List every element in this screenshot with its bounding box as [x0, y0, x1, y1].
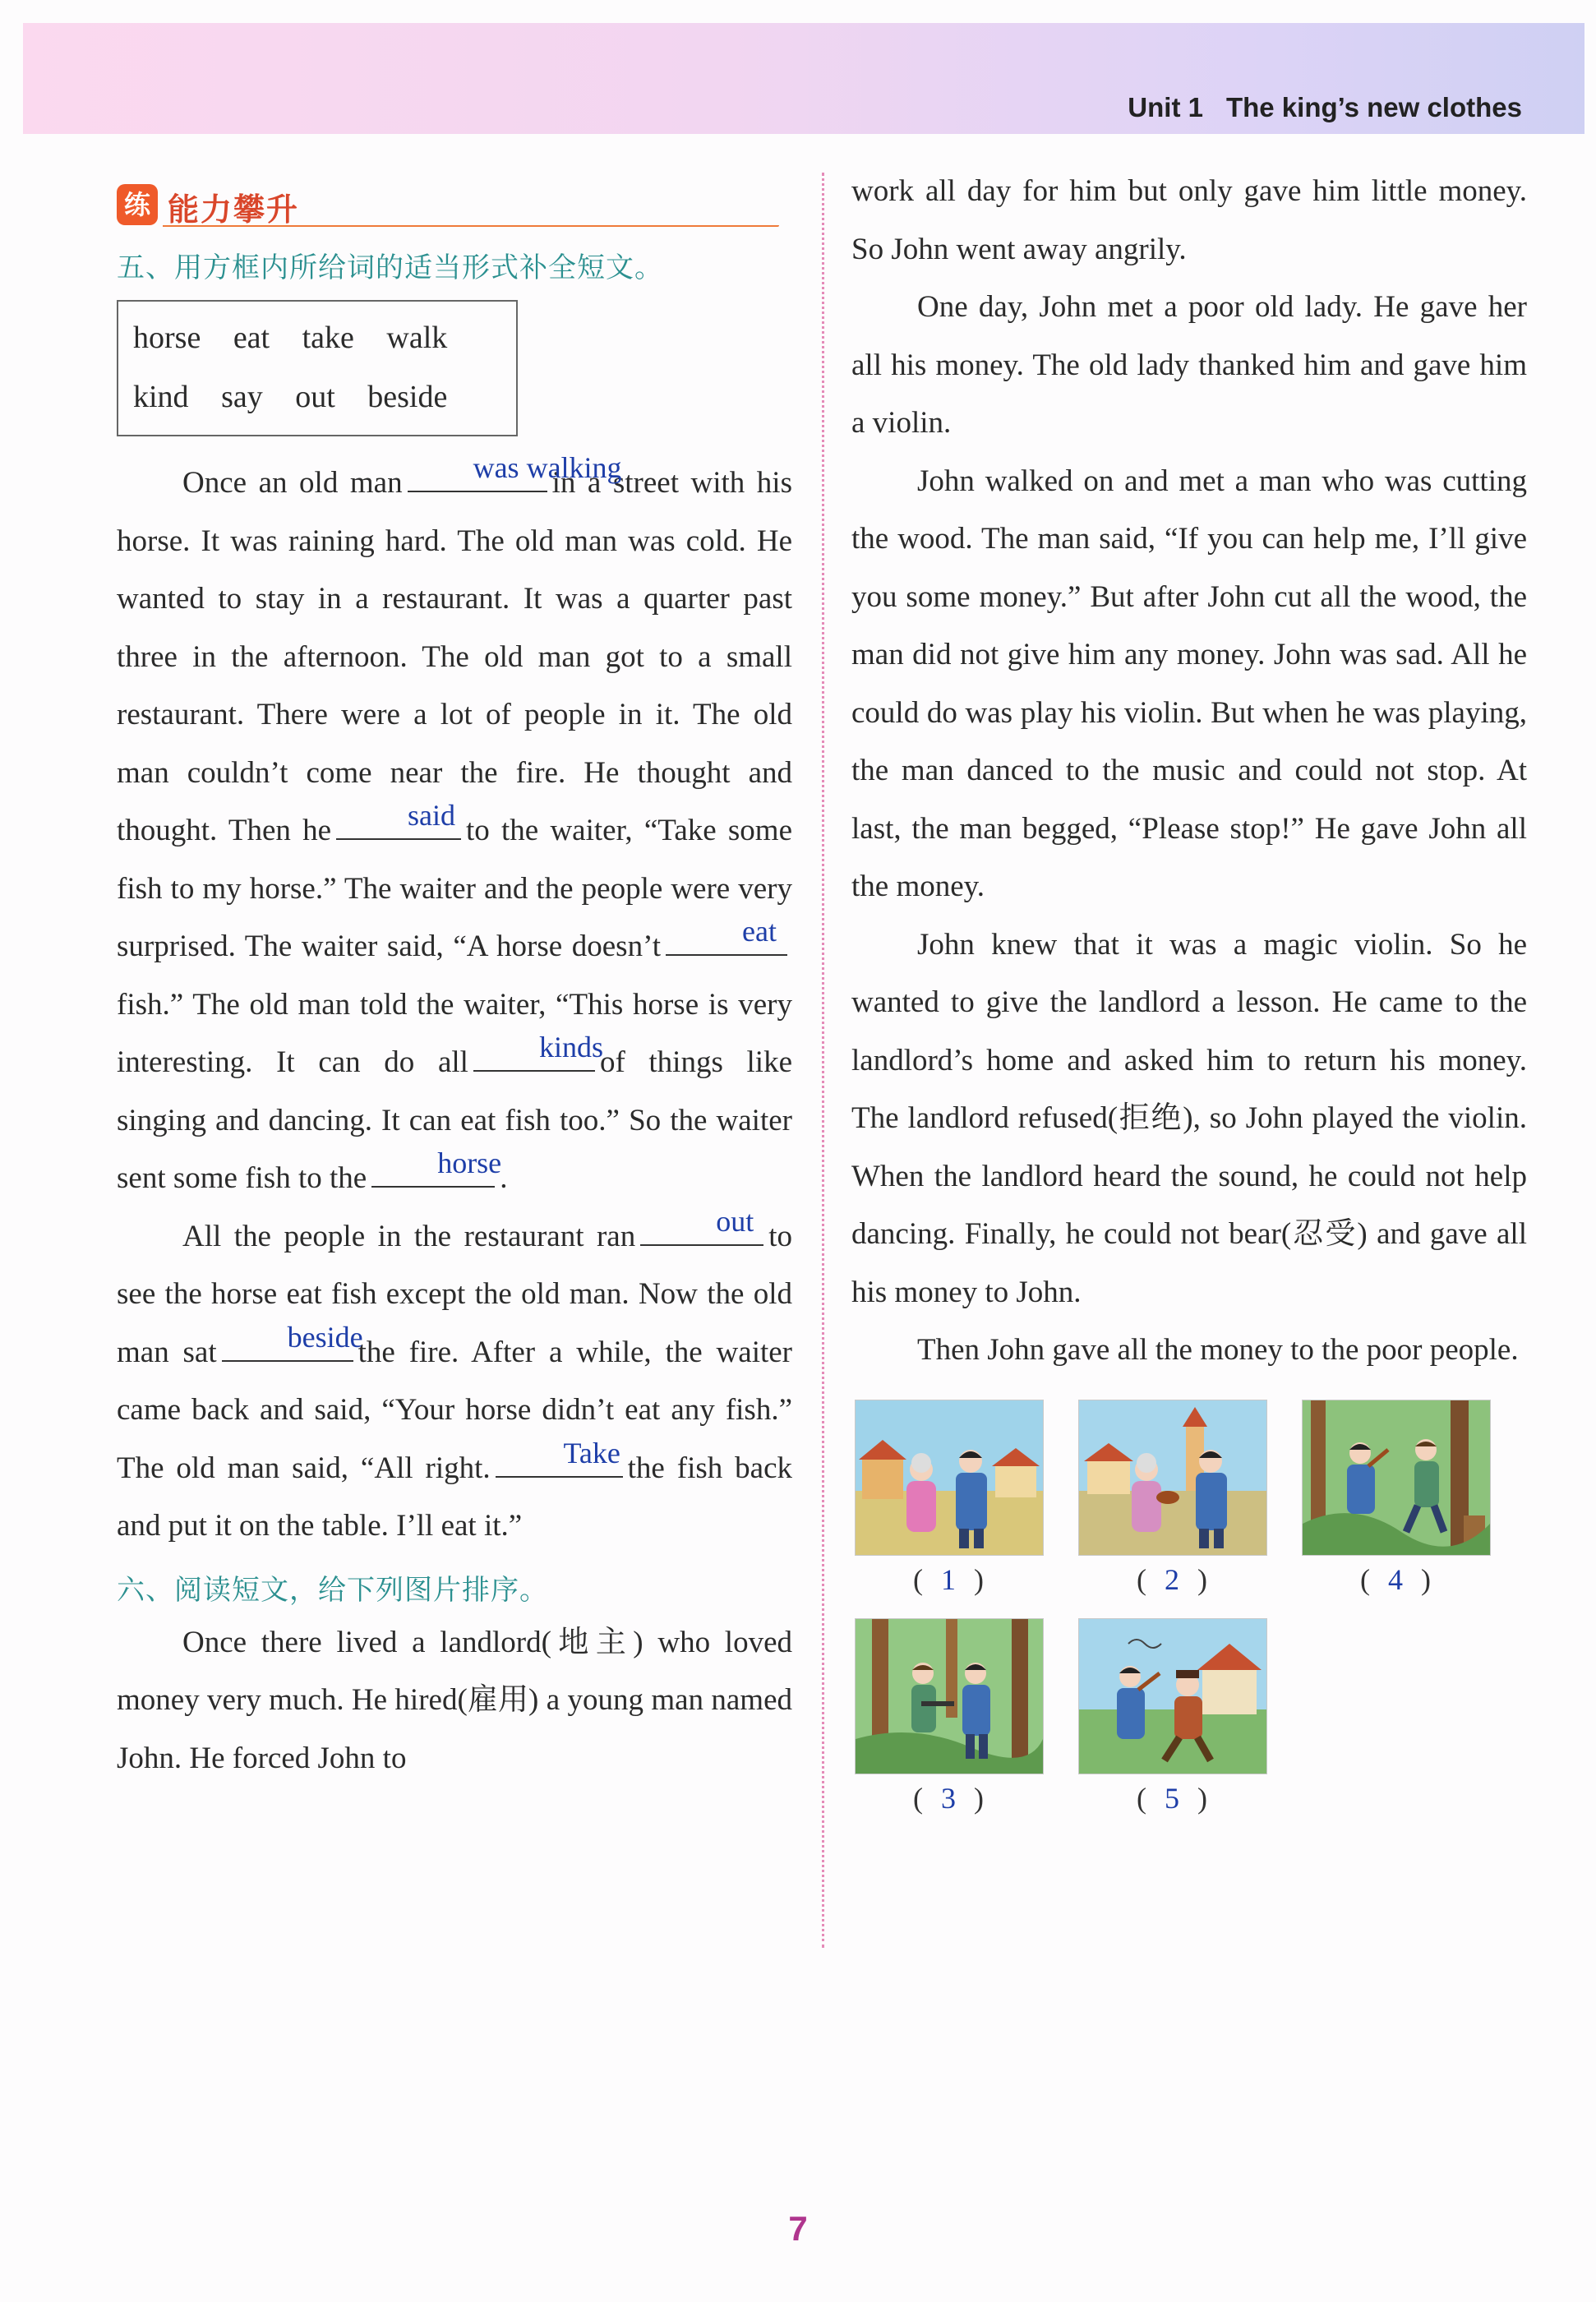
picture-5-order[interactable]: 5: [1165, 1781, 1179, 1815]
picture-3-label: [1302, 1562, 1489, 1597]
word: walk: [386, 321, 448, 355]
scene-woods-man-dancing-illustration: [1303, 1400, 1490, 1555]
text: in a street with his horse. It was raining hard. The old man was cold. He wanted to stay in a restaurant. It was a quarter past three in the afternoon. The old man got to a small restaurant. There were a lot of people in it. The old man couldn’t come near the fire. He thought and thought. Then he: [117, 466, 792, 847]
practice-icon: 练: [117, 184, 158, 225]
answer-text: horse: [437, 1146, 502, 1179]
word: kind: [133, 380, 189, 414]
answer-blank-7[interactable]: [222, 1320, 363, 1362]
right-column: [851, 163, 1527, 1843]
answer-text: beside: [287, 1320, 363, 1354]
answer-blank-4[interactable]: [473, 1031, 603, 1072]
text: All the people in the restaurant ran: [182, 1219, 636, 1253]
answer-text: said: [408, 799, 456, 832]
exercise6-title: 六、阅读短文，给下列图片排序。: [117, 1573, 548, 1607]
word: beside: [367, 380, 448, 414]
left-column: [117, 173, 792, 1788]
picture-3: [1302, 1400, 1491, 1556]
exercise5-paragraph-2: [117, 1204, 792, 1556]
exercise6-paragraph-5: Then John gave all the money to the poor people.: [917, 1333, 1519, 1367]
answer-text: was walking: [473, 451, 622, 484]
word: horse: [133, 321, 201, 355]
exercise6-paragraph-4: John knew that it was a magic violin. So he wanted to give the landlord a lesson. He came to the landlord’s home and asked him to return his money. The landlord refused(拒绝), so John played the violin. When the landlord heard the sound, he could not help dancing. Finally, he could not bear(忍受) and gave all his money to John.: [851, 927, 1527, 1309]
answer-text: kinds: [538, 1031, 603, 1063]
paren-close: ): [1197, 1781, 1207, 1815]
word-row-2: [133, 367, 501, 427]
paren-open: (: [1137, 1562, 1146, 1596]
text: to see the horse eat fish except the old man. Now the old man sat: [117, 1219, 792, 1369]
banner-underline: [163, 225, 779, 227]
picture-5: [1078, 1618, 1267, 1774]
text: the fish back and put it on the table. I’ll eat it.”: [117, 1451, 792, 1543]
text: .: [500, 1161, 508, 1195]
picture-2: [1078, 1400, 1267, 1556]
exercise6-paragraph-3: John walked on and met a man who was cutting the wood. The man said, “If you can help me, I’ll give you some money.” But after John cut all the wood, the man did not give him any money. John was sad. All he could do was play his violin. But when he was playing, the man danced to the music and could not stop. At last, the man begged, “Please stop!” He gave John all the money.: [851, 464, 1527, 903]
answer-blank-8[interactable]: [496, 1436, 623, 1478]
text: Once an old man: [182, 466, 403, 500]
answer-blank-5[interactable]: [371, 1146, 502, 1188]
picture-2-label: [1078, 1562, 1266, 1597]
scene-woodcutter-illustration: [856, 1619, 1043, 1774]
picture-1-label: [855, 1562, 1042, 1597]
picture-5-label: [1078, 1781, 1266, 1815]
word: take: [302, 321, 354, 355]
exercise6-paragraph-1-start: Once there lived a landlord(地主) who loved money very much. He hired(雇用) a young man named John. He forced John to: [117, 1625, 792, 1775]
ability-banner: [117, 178, 792, 228]
unit-title: [1128, 92, 1522, 123]
picture-1: [855, 1400, 1044, 1556]
scene-landlord-dancing-illustration: [1079, 1619, 1266, 1774]
picture-1-order[interactable]: 1: [941, 1562, 956, 1596]
exercise5-title: 五、用方框内所给词的适当形式补全短文。: [117, 251, 663, 284]
ability-banner-text: 能力攀升: [168, 191, 300, 228]
paren-close: ): [1197, 1562, 1207, 1596]
answer-text: eat: [742, 915, 777, 948]
picture-4: [855, 1618, 1044, 1774]
text: to the waiter, “Take some fish to my horse.” The waiter and the people were very surprised. The waiter said, “A horse doesn’t: [117, 814, 792, 963]
answer-blank-3[interactable]: [666, 915, 787, 956]
answer-blank-6[interactable]: [640, 1204, 763, 1246]
text: of things like singing and dancing. It can eat fish too.” So the waiter sent some fish to the: [117, 1045, 792, 1195]
answer-text: Take: [563, 1436, 620, 1469]
word: out: [295, 380, 335, 414]
paren-open: (: [913, 1562, 923, 1596]
word-row-1: [133, 308, 501, 367]
answer-text: out: [716, 1204, 754, 1238]
paren-open: (: [913, 1781, 923, 1815]
word-box: [117, 300, 518, 436]
answer-blank-1[interactable]: [408, 451, 622, 492]
exercise6-paragraph-1-end: work all day for him but only gave him little money. So John went away angrily.: [851, 174, 1527, 266]
paren-close: ): [974, 1781, 984, 1815]
picture-4-label: [855, 1781, 1042, 1815]
scene-john-and-old-lady-illustration: [856, 1400, 1043, 1555]
paren-close: ): [974, 1562, 984, 1596]
text: fish.” The old man told the waiter, “This horse is very interesting. It can do all: [117, 987, 792, 1079]
paren-open: (: [1360, 1562, 1370, 1596]
exercise6-paragraph-2: One day, John met a poor old lady. He gave her all his money. The old lady thanked him and gave him a violin.: [851, 290, 1527, 440]
unit-number: Unit 1: [1128, 92, 1203, 122]
answer-blank-2[interactable]: [336, 799, 461, 840]
exercise5-paragraph-1: [117, 451, 792, 1208]
picture-3-order[interactable]: 4: [1388, 1562, 1403, 1596]
text: the fire. After a while, the waiter came back and said, “Your horse didn’t eat any fish.” The old man said, “All right.: [117, 1335, 792, 1485]
picture-grid: [851, 1400, 1527, 1843]
scene-old-lady-gives-violin-illustration: [1079, 1400, 1266, 1555]
picture-4-order[interactable]: 3: [941, 1781, 956, 1815]
picture-2-order[interactable]: 2: [1165, 1562, 1179, 1596]
page-number: 7: [788, 2209, 808, 2248]
column-divider: [822, 173, 824, 1948]
unit-name: The king’s new clothes: [1225, 92, 1522, 122]
paren-close: ): [1421, 1562, 1431, 1596]
word: eat: [233, 321, 270, 355]
word: say: [221, 380, 263, 414]
paren-open: (: [1137, 1781, 1146, 1815]
